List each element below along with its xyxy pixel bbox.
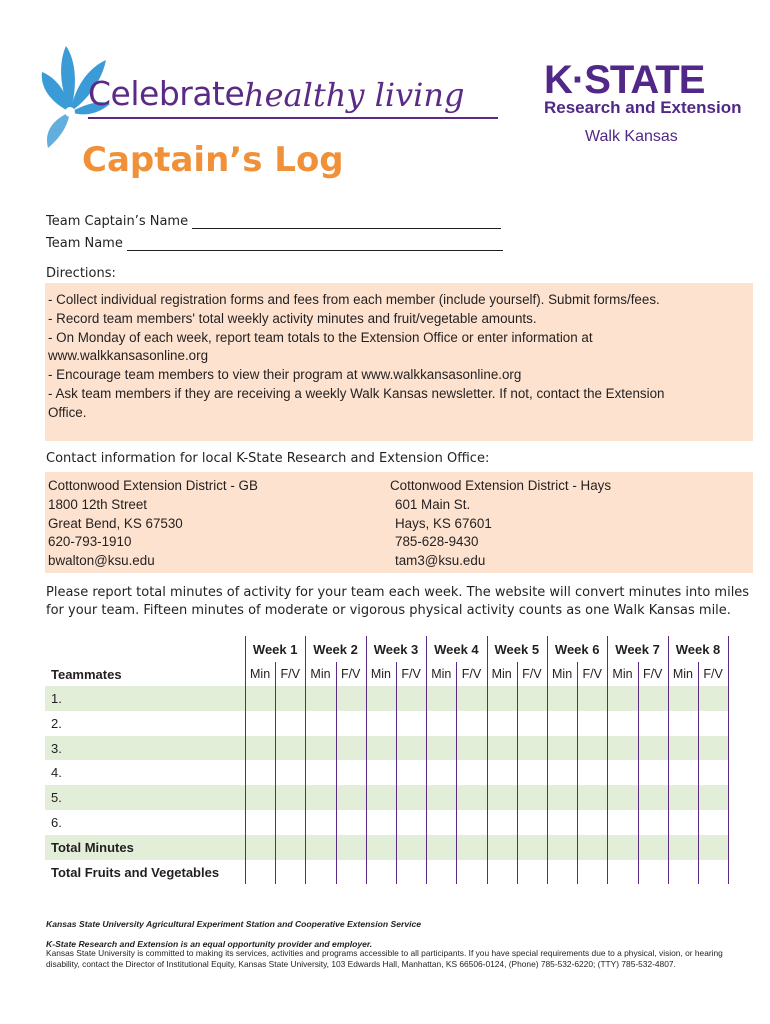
entry-cell[interactable] bbox=[548, 686, 577, 711]
entry-cell[interactable] bbox=[337, 686, 366, 711]
research-extension-logo: Research and Extension bbox=[544, 98, 742, 117]
entry-cell[interactable] bbox=[669, 785, 698, 810]
activity-table bbox=[45, 636, 724, 884]
entry-cell[interactable] bbox=[639, 760, 668, 785]
week-header: Week 1 bbox=[252, 642, 298, 657]
fv-subheader: F/V bbox=[582, 667, 602, 681]
entry-cell[interactable] bbox=[669, 760, 698, 785]
week-header: Week 8 bbox=[675, 642, 721, 657]
fv-subheader: F/V bbox=[340, 667, 361, 681]
entry-cell[interactable] bbox=[578, 810, 607, 835]
entry-cell[interactable] bbox=[578, 736, 607, 761]
teammate-row-label: 6. bbox=[51, 815, 62, 830]
entry-cell[interactable] bbox=[518, 736, 547, 761]
entry-cell[interactable] bbox=[367, 711, 396, 736]
entry-cell[interactable] bbox=[246, 860, 275, 885]
entry-cell[interactable] bbox=[699, 835, 728, 860]
entry-cell[interactable] bbox=[337, 835, 366, 860]
entry-cell[interactable] bbox=[578, 860, 607, 885]
office-email: tam3@ksu.edu bbox=[395, 553, 486, 569]
entry-cell[interactable] bbox=[337, 860, 366, 885]
min-subheader: Min bbox=[612, 667, 633, 681]
page-title: Captain’s Log bbox=[82, 140, 344, 180]
entry-cell[interactable] bbox=[427, 760, 456, 785]
entry-cell[interactable] bbox=[337, 711, 366, 736]
fv-subheader: F/V bbox=[461, 667, 482, 681]
entry-cell[interactable] bbox=[457, 835, 486, 860]
entry-cell[interactable] bbox=[397, 736, 426, 761]
footer-station: Kansas State University Agricultural Experiment Station and Cooperative Extension Service bbox=[46, 919, 422, 929]
entry-cell[interactable] bbox=[548, 860, 577, 885]
entry-cell[interactable] bbox=[488, 785, 517, 810]
captain-name-line[interactable] bbox=[192, 214, 501, 229]
entry-cell[interactable] bbox=[639, 686, 668, 711]
entry-cell[interactable] bbox=[246, 736, 275, 761]
entry-cell[interactable] bbox=[669, 810, 698, 835]
office-phone: 785-628-9430 bbox=[395, 534, 479, 550]
entry-cell[interactable] bbox=[337, 785, 366, 810]
entry-cell[interactable] bbox=[337, 736, 366, 761]
entry-cell[interactable] bbox=[427, 810, 456, 835]
office-gb bbox=[48, 477, 258, 571]
fv-subheader: F/V bbox=[522, 667, 542, 681]
entry-cell[interactable] bbox=[699, 785, 728, 810]
min-subheader: Min bbox=[310, 667, 331, 681]
entry-cell[interactable] bbox=[548, 736, 577, 761]
entry-cell[interactable] bbox=[246, 760, 275, 785]
entry-cell[interactable] bbox=[488, 736, 517, 761]
program-name: Walk Kansas bbox=[585, 128, 678, 145]
entry-cell[interactable] bbox=[608, 711, 637, 736]
entry-cell[interactable] bbox=[488, 686, 517, 711]
direction-line: Office. bbox=[48, 404, 87, 420]
fv-subheader: F/V bbox=[280, 667, 300, 681]
entry-cell[interactable] bbox=[639, 835, 668, 860]
entry-cell[interactable] bbox=[397, 760, 426, 785]
entry-cell[interactable] bbox=[427, 736, 456, 761]
entry-cell[interactable] bbox=[608, 835, 637, 860]
entry-cell[interactable] bbox=[699, 810, 728, 835]
report-instructions: Please report total minutes of activity for your team each week. The website will convert minutes into miles for your team. Fifteen minutes of moderate or vigorous physical activity counts as one Walk Kansas mile. bbox=[46, 585, 750, 618]
captain-name-label: Team Captain’s Name bbox=[46, 214, 189, 229]
entry-cell[interactable] bbox=[276, 810, 305, 835]
entry-cell[interactable] bbox=[397, 810, 426, 835]
week-header: Week 2 bbox=[313, 642, 358, 657]
healthy-living-wordmark: healthy living bbox=[244, 76, 465, 114]
direction-line: - Record team members' total weekly activity minutes and fruit/vegetable amounts. bbox=[48, 310, 537, 326]
office-city: Hays, KS 67601 bbox=[395, 515, 492, 531]
entry-cell[interactable] bbox=[427, 860, 456, 885]
entry-cell[interactable] bbox=[276, 711, 305, 736]
entry-cell[interactable] bbox=[457, 860, 486, 885]
entry-cell[interactable] bbox=[337, 810, 366, 835]
celebrate-wordmark: Celebrate bbox=[88, 74, 245, 113]
entry-cell[interactable] bbox=[457, 736, 486, 761]
entry-cell[interactable] bbox=[669, 686, 698, 711]
entry-cell[interactable] bbox=[639, 810, 668, 835]
entry-cell[interactable] bbox=[427, 835, 456, 860]
entry-cell[interactable] bbox=[699, 686, 728, 711]
header-rule bbox=[88, 117, 498, 119]
entry-cell[interactable] bbox=[276, 686, 305, 711]
captain-name-field[interactable] bbox=[46, 214, 501, 229]
entry-cell[interactable] bbox=[548, 835, 577, 860]
office-name: Cottonwood Extension District - GB bbox=[48, 478, 258, 493]
entry-cell[interactable] bbox=[427, 686, 456, 711]
entry-cell[interactable] bbox=[699, 760, 728, 785]
entry-cell[interactable] bbox=[457, 760, 486, 785]
direction-line: - On Monday of each week, report team totals to the Extension Office or enter information at bbox=[48, 329, 593, 345]
entry-cell[interactable] bbox=[518, 810, 547, 835]
entry-cell[interactable] bbox=[669, 711, 698, 736]
entry-cell[interactable] bbox=[488, 760, 517, 785]
entry-cell[interactable] bbox=[608, 760, 637, 785]
entry-cell[interactable] bbox=[367, 835, 396, 860]
contact-label: Contact information for local K-State Research and Extension Office: bbox=[46, 451, 490, 466]
entry-cell[interactable] bbox=[639, 736, 668, 761]
entry-cell[interactable] bbox=[397, 785, 426, 810]
entry-cell[interactable] bbox=[669, 736, 698, 761]
office-street: 1800 12th Street bbox=[48, 496, 148, 512]
entry-cell[interactable] bbox=[639, 860, 668, 885]
entry-cell[interactable] bbox=[397, 711, 426, 736]
entry-cell[interactable] bbox=[246, 810, 275, 835]
entry-cell[interactable] bbox=[276, 785, 305, 810]
fv-subheader: F/V bbox=[642, 667, 663, 681]
entry-cell[interactable] bbox=[608, 785, 637, 810]
min-subheader: Min bbox=[370, 667, 391, 681]
kstate-logo: K·STATE bbox=[544, 58, 705, 102]
entry-cell[interactable] bbox=[306, 860, 335, 885]
entry-cell[interactable] bbox=[518, 686, 547, 711]
entry-cell[interactable] bbox=[608, 860, 637, 885]
entry-cell[interactable] bbox=[246, 711, 275, 736]
direction-line: - Encourage team members to view their program at www.walkkansasonline.org bbox=[48, 367, 522, 383]
entry-cell[interactable] bbox=[306, 835, 335, 860]
entry-cell[interactable] bbox=[367, 810, 396, 835]
entry-cell[interactable] bbox=[518, 760, 547, 785]
entry-cell[interactable] bbox=[276, 760, 305, 785]
entry-cell[interactable] bbox=[367, 686, 396, 711]
footer-accessibility: Kansas State University is committed to making its services, activities and programs accessible to all participants. If you have special requirements due to a physical, vision, or hearing disability, contact the Director of Institutional Equity, Kansas State University, 103 Edwards Hall, Manhattan, KS 66506-0124, (Phone) 785-532-6220; (TTY) 785-532-4807. bbox=[46, 948, 723, 969]
direction-line: - Collect individual registration forms and fees from each member (include yourself). Submit forms/fees. bbox=[48, 292, 660, 307]
entry-cell[interactable] bbox=[306, 785, 335, 810]
entry-cell[interactable] bbox=[276, 835, 305, 860]
entry-cell[interactable] bbox=[488, 835, 517, 860]
fv-subheader: F/V bbox=[703, 667, 723, 681]
office-phone: 620-793-1910 bbox=[48, 534, 132, 550]
office-name: Cottonwood Extension District - Hays bbox=[390, 478, 612, 493]
direction-line: - Ask team members if they are receiving a weekly Walk Kansas newsletter. If not, contact the Extension bbox=[48, 385, 665, 401]
entry-cell[interactable] bbox=[276, 860, 305, 885]
entry-cell[interactable] bbox=[548, 810, 577, 835]
week-header: Week 4 bbox=[434, 642, 479, 657]
entry-cell[interactable] bbox=[397, 686, 426, 711]
entry-cell[interactable] bbox=[337, 760, 366, 785]
entry-cell[interactable] bbox=[608, 736, 637, 761]
entry-cell[interactable] bbox=[306, 810, 335, 835]
teammates-header: Teammates bbox=[51, 667, 122, 682]
entry-cell[interactable] bbox=[518, 785, 547, 810]
min-subheader: Min bbox=[672, 667, 693, 681]
entry-cell[interactable] bbox=[488, 860, 517, 885]
team-name-label: Team Name bbox=[46, 236, 123, 251]
entry-cell[interactable] bbox=[669, 835, 698, 860]
entry-cell[interactable] bbox=[397, 860, 426, 885]
entry-cell[interactable] bbox=[578, 711, 607, 736]
week-header: Week 7 bbox=[615, 642, 660, 657]
entry-cell[interactable] bbox=[306, 736, 335, 761]
week-header: Week 3 bbox=[373, 642, 419, 657]
entry-cell[interactable] bbox=[367, 760, 396, 785]
entry-cell[interactable] bbox=[457, 785, 486, 810]
min-subheader: Min bbox=[431, 667, 452, 681]
week-header: Week 5 bbox=[494, 642, 540, 657]
teammate-row-label: 1. bbox=[51, 691, 62, 706]
entry-cell[interactable] bbox=[306, 686, 335, 711]
total-minutes-label: Total Minutes bbox=[51, 839, 134, 855]
entry-cell[interactable] bbox=[699, 736, 728, 761]
teammate-row-label: 5. bbox=[51, 790, 62, 806]
entry-cell[interactable] bbox=[246, 835, 275, 860]
entry-cell[interactable] bbox=[548, 760, 577, 785]
fv-subheader: F/V bbox=[401, 667, 421, 681]
entry-cell[interactable] bbox=[306, 711, 335, 736]
entry-cell[interactable] bbox=[578, 785, 607, 810]
entry-cell[interactable] bbox=[367, 785, 396, 810]
entry-cell[interactable] bbox=[457, 810, 486, 835]
direction-line: www.walkkansasonline.org bbox=[48, 348, 209, 364]
entry-cell[interactable] bbox=[608, 810, 637, 835]
min-subheader: Min bbox=[491, 667, 512, 681]
entry-cell[interactable] bbox=[699, 860, 728, 885]
directions-label: Directions: bbox=[46, 266, 116, 281]
entry-cell[interactable] bbox=[518, 711, 547, 736]
entry-cell[interactable] bbox=[578, 686, 607, 711]
teammate-row-label: 4. bbox=[51, 765, 62, 781]
entry-cell[interactable] bbox=[457, 686, 486, 711]
entry-cell[interactable] bbox=[578, 760, 607, 785]
team-name-line[interactable] bbox=[127, 236, 503, 251]
entry-cell[interactable] bbox=[548, 711, 577, 736]
column-divider bbox=[728, 636, 729, 884]
entry-cell[interactable] bbox=[518, 835, 547, 860]
week-header: Week 6 bbox=[554, 642, 600, 657]
entry-cell[interactable] bbox=[488, 711, 517, 736]
office-hays bbox=[390, 477, 611, 571]
entry-cell[interactable] bbox=[578, 835, 607, 860]
office-street: 601 Main St. bbox=[395, 496, 471, 512]
entry-cell[interactable] bbox=[518, 860, 547, 885]
entry-cell[interactable] bbox=[669, 860, 698, 885]
office-city: Great Bend, KS 67530 bbox=[48, 515, 183, 531]
teammate-row-label: 3. bbox=[51, 740, 62, 756]
contact-box bbox=[45, 472, 753, 573]
entry-cell[interactable] bbox=[367, 860, 396, 885]
footer-equal-opportunity: K-State Research and Extension is an equal opportunity provider and employer. bbox=[46, 939, 373, 949]
entry-cell[interactable] bbox=[488, 810, 517, 835]
min-subheader: Min bbox=[552, 667, 573, 681]
entry-cell[interactable] bbox=[246, 686, 275, 711]
directions-box bbox=[45, 283, 753, 441]
entry-cell[interactable] bbox=[639, 785, 668, 810]
entry-cell[interactable] bbox=[639, 711, 668, 736]
entry-cell[interactable] bbox=[427, 785, 456, 810]
entry-cell[interactable] bbox=[397, 835, 426, 860]
teammate-row-label: 2. bbox=[51, 715, 62, 731]
entry-cell[interactable] bbox=[306, 760, 335, 785]
entry-cell[interactable] bbox=[699, 711, 728, 736]
min-subheader: Min bbox=[250, 667, 271, 681]
entry-cell[interactable] bbox=[427, 711, 456, 736]
entry-cell[interactable] bbox=[548, 785, 577, 810]
team-name-field[interactable] bbox=[46, 236, 503, 251]
office-email: bwalton@ksu.edu bbox=[48, 553, 155, 569]
entry-cell[interactable] bbox=[457, 711, 486, 736]
total-fv-label: Total Fruits and Vegetables bbox=[51, 864, 220, 880]
entry-cell[interactable] bbox=[246, 785, 275, 810]
entry-cell[interactable] bbox=[608, 686, 637, 711]
entry-cell[interactable] bbox=[367, 736, 396, 761]
entry-cell[interactable] bbox=[276, 736, 305, 761]
